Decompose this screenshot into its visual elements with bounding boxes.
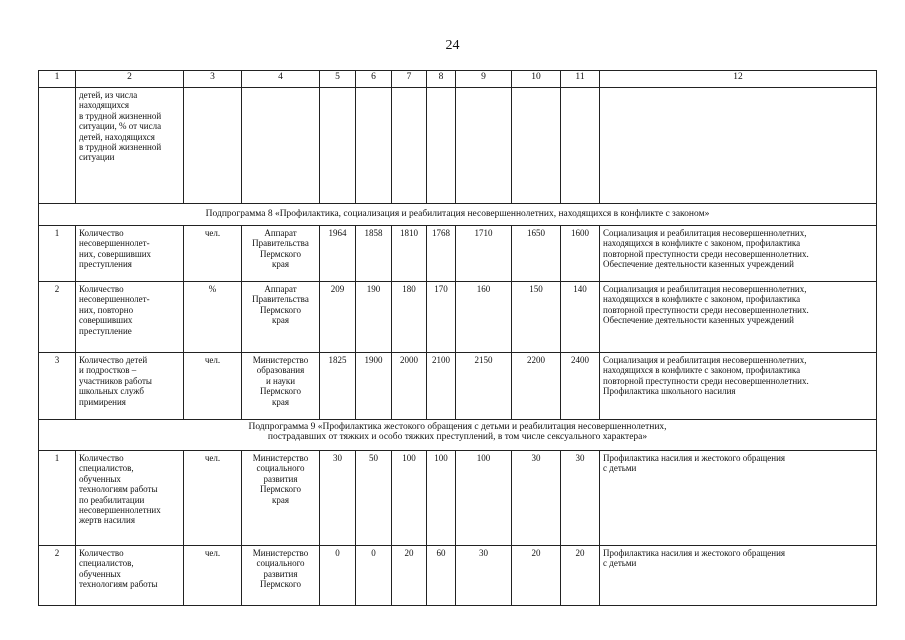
empty-cell — [184, 88, 242, 204]
value-v9: 160 — [456, 282, 512, 353]
continuation-row — [39, 88, 877, 204]
indicator-name: Количество специалистов, обученных технологиям работы — [76, 546, 184, 606]
unit: % — [184, 282, 242, 353]
value-v6: 1858 — [356, 226, 392, 282]
subprogram-title: Подпрограмма 8 «Профилактика, социализация и реабилитация несовершеннолетних, находящихся в конфликте с законом» — [39, 204, 877, 226]
value-v10: 20 — [512, 546, 561, 606]
value-v8: 2100 — [427, 353, 456, 420]
subprogram-title: Подпрограмма 9 «Профилактика жестокого обращения с детьми и реабилитация несовершеннолетних, пострадавших от тяжких и особо тяжких преступлений, в том числе сексуального характера» — [39, 420, 877, 451]
indicators-table — [38, 70, 877, 606]
note: Профилактика насилия и жестокого обращения с детьми — [600, 451, 877, 546]
executor: Аппарат Правительства Пермского края — [242, 282, 320, 353]
value-v7: 100 — [392, 451, 427, 546]
value-v10: 2200 — [512, 353, 561, 420]
column-numbers-row — [39, 71, 877, 88]
value-v5: 1964 — [320, 226, 356, 282]
empty-cell — [561, 88, 600, 204]
row-number: 3 — [39, 353, 76, 420]
column-number: 8 — [427, 71, 456, 88]
value-v6: 50 — [356, 451, 392, 546]
executor: Аппарат Правительства Пермского края — [242, 226, 320, 282]
value-v6: 1900 — [356, 353, 392, 420]
table-row — [39, 451, 877, 546]
row-number: 1 — [39, 451, 76, 546]
unit: чел. — [184, 226, 242, 282]
empty-cell — [427, 88, 456, 204]
indicator-name: Количество специалистов, обученных технологиям работы по реабилитации несовершеннолетних жертв насилия — [76, 451, 184, 546]
empty-cell — [242, 88, 320, 204]
table-row — [39, 353, 877, 420]
indicator-name: детей, из числа находящихся в трудной жизненной ситуации, % от числа детей, находящихся в трудной жизненной ситуации — [76, 88, 184, 204]
value-v5: 1825 — [320, 353, 356, 420]
row-number: 2 — [39, 546, 76, 606]
note: Социализация и реабилитация несовершеннолетних, находящихся в конфликте с законом, профилактика повторной преступности среди несовершеннолетних. Профилактика школьного насилия — [600, 353, 877, 420]
value-v11: 30 — [561, 451, 600, 546]
value-v5: 30 — [320, 451, 356, 546]
empty-cell — [356, 88, 392, 204]
value-v9: 2150 — [456, 353, 512, 420]
column-number: 6 — [356, 71, 392, 88]
value-v6: 0 — [356, 546, 392, 606]
column-number: 12 — [600, 71, 877, 88]
value-v11: 140 — [561, 282, 600, 353]
executor: Министерство социального развития Пермского края — [242, 451, 320, 546]
table-row — [39, 282, 877, 353]
empty-cell — [456, 88, 512, 204]
value-v8: 1768 — [427, 226, 456, 282]
value-v10: 1650 — [512, 226, 561, 282]
column-number: 1 — [39, 71, 76, 88]
note: Профилактика насилия и жестокого обращения с детьми — [600, 546, 877, 606]
column-number: 2 — [76, 71, 184, 88]
unit: чел. — [184, 546, 242, 606]
value-v7: 180 — [392, 282, 427, 353]
value-v7: 2000 — [392, 353, 427, 420]
value-v9: 1710 — [456, 226, 512, 282]
subprogram-8-header — [39, 204, 877, 226]
column-number: 11 — [561, 71, 600, 88]
column-number: 7 — [392, 71, 427, 88]
value-v7: 20 — [392, 546, 427, 606]
subprogram-9-header — [39, 420, 877, 451]
value-v8: 60 — [427, 546, 456, 606]
value-v8: 100 — [427, 451, 456, 546]
column-number: 5 — [320, 71, 356, 88]
column-number: 3 — [184, 71, 242, 88]
note: Социализация и реабилитация несовершеннолетних, находящихся в конфликте с законом, профилактика повторной преступности среди несовершеннолетних. Обеспечение деятельности казенных учреждений — [600, 282, 877, 353]
value-v10: 150 — [512, 282, 561, 353]
unit: чел. — [184, 353, 242, 420]
value-v10: 30 — [512, 451, 561, 546]
value-v8: 170 — [427, 282, 456, 353]
table-row — [39, 546, 877, 606]
indicator-name: Количество несовершеннолет- них, совершивших преступления — [76, 226, 184, 282]
executor: Министерство образования и науки Пермского края — [242, 353, 320, 420]
cell-num — [39, 88, 76, 204]
value-v6: 190 — [356, 282, 392, 353]
indicator-name: Количество детей и подростков – участников работы школьных служб примирения — [76, 353, 184, 420]
value-v11: 20 — [561, 546, 600, 606]
executor: Министерство социального развития Пермского — [242, 546, 320, 606]
value-v5: 0 — [320, 546, 356, 606]
value-v11: 1600 — [561, 226, 600, 282]
value-v11: 2400 — [561, 353, 600, 420]
value-v7: 1810 — [392, 226, 427, 282]
value-v9: 30 — [456, 546, 512, 606]
column-number: 9 — [456, 71, 512, 88]
unit: чел. — [184, 451, 242, 546]
empty-cell — [320, 88, 356, 204]
value-v9: 100 — [456, 451, 512, 546]
value-v5: 209 — [320, 282, 356, 353]
empty-cell — [512, 88, 561, 204]
note: Социализация и реабилитация несовершеннолетних, находящихся в конфликте с законом, профилактика повторной преступности среди несовершеннолетних. Обеспечение деятельности казенных учреждений — [600, 226, 877, 282]
page-number: 24 — [445, 38, 460, 53]
row-number: 2 — [39, 282, 76, 353]
row-number: 1 — [39, 226, 76, 282]
indicator-name: Количество несовершеннолет- них, повторно совершивших преступление — [76, 282, 184, 353]
empty-cell — [392, 88, 427, 204]
column-number: 10 — [512, 71, 561, 88]
table-row — [39, 226, 877, 282]
column-number: 4 — [242, 71, 320, 88]
empty-cell — [600, 88, 877, 204]
